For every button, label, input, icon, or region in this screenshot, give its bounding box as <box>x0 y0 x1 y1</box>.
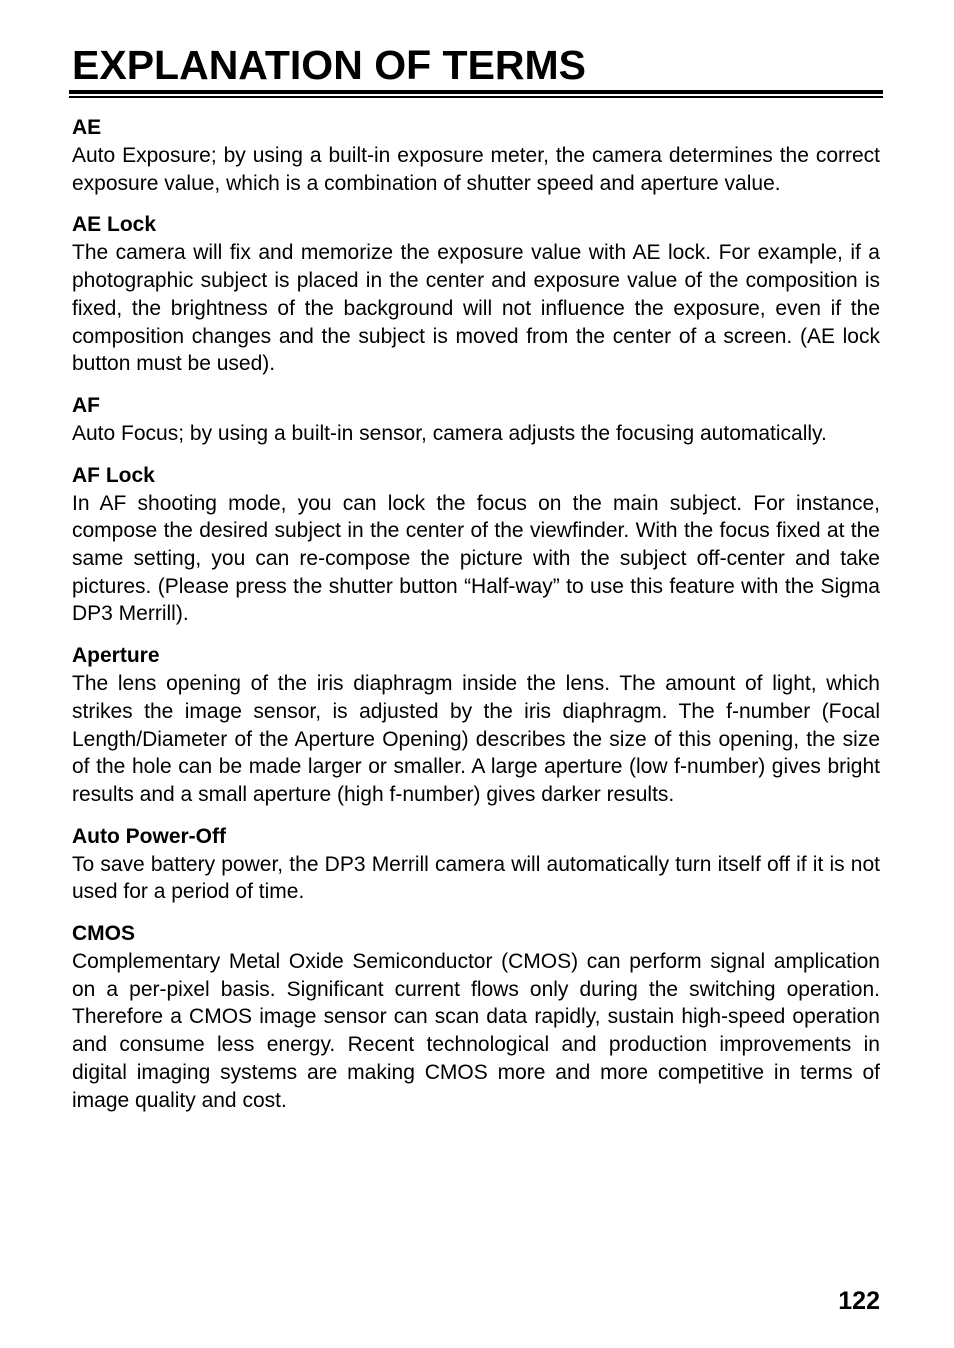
term-name: Aperture <box>72 644 160 668</box>
terms-list <box>72 114 882 1114</box>
term-name: AF <box>72 393 100 417</box>
term-definition: Auto Focus; by using a built-in sensor, camera adjusts the focusing automatically. <box>72 421 827 445</box>
term-entry <box>72 392 882 448</box>
term-name: Auto Power-Off <box>72 824 226 848</box>
term-entry <box>72 462 882 629</box>
title-rule-thick <box>69 90 883 94</box>
page-title: EXPLANATION OF TERMS <box>72 42 587 88</box>
term-definition: The camera will fix and memorize the exposure value with AE lock. For example, if a photographic subject is placed in the center and exposure value of the composition is fixed, the brightness of the background will not influence the exposure, even if the composition changes and the subject is moved from the center of a screen. (AE lock button must be used). <box>72 241 880 376</box>
term-entry <box>72 823 882 906</box>
term-entry <box>72 114 882 197</box>
page-number: 122 <box>838 1287 880 1315</box>
term-entry <box>72 642 882 809</box>
term-name: AE <box>72 116 102 139</box>
term-name: CMOS <box>72 922 135 946</box>
document-page <box>72 40 882 1128</box>
term-definition: The lens opening of the iris diaphragm inside the lens. The amount of light, which strikes the image sensor, is adjusted by the iris diaphragm. The f-number (Focal Length/Diameter of the Aperture Opening) describes the size of this opening, the size of the hole can be made larger or smaller. A large aperture (low f-number) gives bright results and a small aperture (high f-number) gives darker results. <box>72 672 880 806</box>
term-name: AE Lock <box>72 213 157 237</box>
term-definition: In AF shooting mode, you can lock the focus on the main subject. For instance, compose the desired subject in the center of the viewfinder. With the focus fixed at the same setting, you can re-compose the picture with the subject off-center and take pictures. (Please press the shutter button “Half-way” to use this feature with the Sigma DP3 Merrill). <box>72 491 880 626</box>
term-name: AF Lock <box>72 463 155 487</box>
term-entry <box>72 920 882 1114</box>
term-definition: To save battery power, the DP3 Merrill camera will automatically turn itself off if it is not used for a period of time. <box>72 852 880 904</box>
term-entry <box>72 211 882 378</box>
title-rule-thin <box>69 96 883 98</box>
term-definition: Complementary Metal Oxide Semiconductor (CMOS) can perform signal amplication on a per-pixel basis. Significant current flows only during the switching operation. Therefore a CMOS image sensor can scan data rapidly, sustain high-speed operation and consume less energy. Recent technological and production improvements in digital imaging systems are making CMOS more and more competitive in terms of image quality and cost. <box>72 950 880 1112</box>
term-definition: Auto Exposure; by using a built-in exposure meter, the camera determines the correct exposure value, which is a combination of shutter speed and aperture value. <box>72 144 880 195</box>
